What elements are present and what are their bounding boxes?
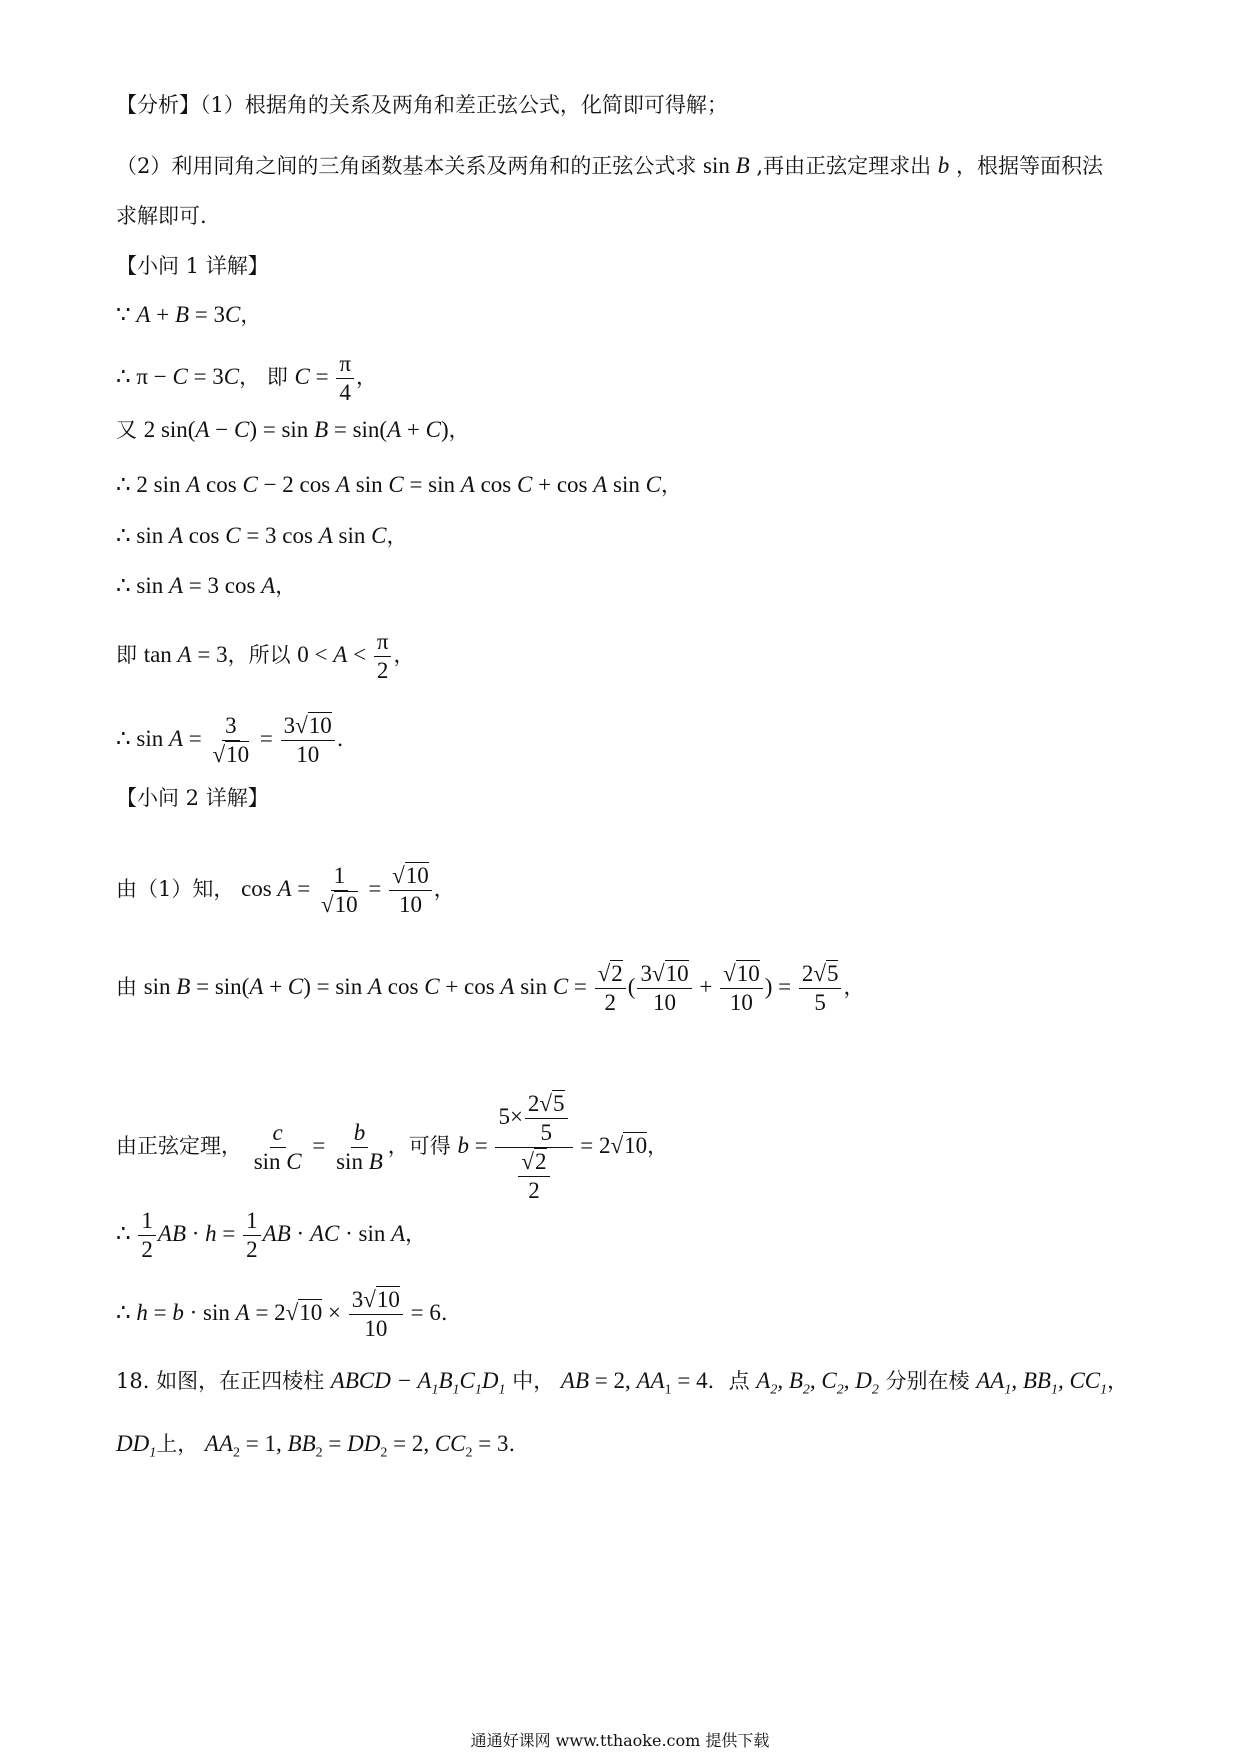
step-1: ∵ A + B = 3C， [116, 302, 262, 327]
q18-text-d: 分别在棱 [885, 1369, 970, 1393]
step-5: ∴ sin A cos C = 3 cos A sin C， [116, 523, 408, 548]
step-12: ∴ $\frac{1}{2}$ AB · h = $\frac{1}{2}$ AB · AC · sin A， [116, 1208, 427, 1262]
step-6: ∴ sin A = 3 cos A， [116, 573, 297, 598]
part2-heading: 【小问 2 详解】 [116, 786, 269, 810]
q18-text-a: 18. 如图，在正四棱柱 [116, 1369, 325, 1393]
step-3: 又 2 sin(A − C) = sin B = sin(A + C)， [116, 417, 470, 442]
analysis-line-2 [116, 153, 1103, 179]
analysis-line-1 [116, 92, 728, 118]
step-9: 由（1）知， cos A = $\frac{1}{√10}$ = $\frac{√10}{10}$ ， [116, 863, 455, 917]
fraction: $\frac{1}{2}$ [138, 1207, 156, 1264]
fraction: $\frac{3√10}{10}$ [281, 712, 335, 769]
text-kede: ，可得 [387, 1133, 451, 1158]
fraction: $\frac{2√5}{5}$ [799, 960, 842, 1017]
text-ji-2: 即 [116, 642, 137, 667]
text-you1zhi: 由（1）知， [116, 876, 235, 901]
text-ji: 即 [266, 364, 288, 389]
fraction: $\frac{3}{√10}$ [212, 713, 250, 767]
analysis-part-2c: ，根据等面积法 [955, 154, 1103, 178]
fraction: $\frac{√10}{10}$ [720, 960, 763, 1017]
step-7: 即 tan A = 3，所以 0 < A < $\frac{\pi}{2}$ ， [116, 629, 415, 683]
step-11: 由正弦定理， $\frac{c}{\text{sin C}}$ = $\frac{b}{\text{sin B}}$ ，可得 b = 5× $\frac{2√5}{5}$ $\frac{√2}{2}$ = 2√10， [116, 1091, 669, 1203]
step-4: ∴ 2 sin A cos C − 2 cos A sin C = sin A cos C + cos A sin C， [116, 472, 682, 497]
text-you: 又 [116, 418, 137, 442]
fraction: $\frac{\pi}{2}$ [374, 628, 392, 685]
page-footer: 通通好课网 www.tthaoke.com 提供下载 [470, 1731, 770, 1750]
fraction: $\frac{1}{√10}$ [321, 863, 358, 917]
fraction: $\frac{√10}{10}$ [389, 862, 432, 919]
step-8: ∴ sin A = $\frac{3}{√10}$ = $\frac{3√10}{10}$ . [116, 713, 344, 767]
formula: sin B [703, 153, 750, 178]
analysis-part-2a: （2）利用同角之间的三角函数基本关系及两角和的正弦公式求 [116, 154, 697, 178]
fraction: $\frac{√2}{2}$ [595, 960, 626, 1017]
fraction: $\frac{b}{\text{sin B}}$ [336, 1120, 383, 1174]
part1-heading: 【小问 1 详解】 [116, 254, 269, 278]
fraction: $\frac{c}{\text{sin C}}$ [253, 1120, 302, 1174]
step-13: ∴ h = b · sin A = 2√10 × $\frac{3√10}{10}$ = 6. [116, 1287, 448, 1341]
analysis-line-3: 求解即可. [116, 204, 207, 228]
q18-text-b: 中， [512, 1369, 555, 1393]
fraction: $\frac{3√10}{10}$ [349, 1286, 403, 1343]
step-2: ∴ π − C = 3C， 即 C = $\frac{\pi}{4}$ ， [116, 351, 377, 405]
complex-fraction: 5× $\frac{2√5}{5}$ $\frac{√2}{2}$ [495, 1090, 572, 1205]
fraction: $\frac{1}{2}$ [243, 1207, 261, 1264]
question-18-line-2: $DD_1$上， $AA_2 = 1$, $BB_2 = DD_2 = 2$, $CC_2 = 3$. [116, 1431, 516, 1461]
analysis-label: 【分析】 [116, 93, 200, 117]
analysis-part-1: （1）根据角的关系及两角和差正弦公式，化简即可得解； [200, 93, 728, 117]
fraction: $\frac{3√10}{10}$ [637, 960, 691, 1017]
analysis-part-2b: ,再由正弦定理求出 [756, 154, 932, 178]
q18-text-e: 上， [156, 1432, 199, 1456]
question-18-line-1: 18. 如图，在正四棱柱 ABCD − $A_1B_1C_1D_1$ 中， AB = 2, $AA_1 = 4$．点 $A_2$, $B_2$, $C_2$, $D_2$ 分别在棱 $AA_1$, $BB_1$, $CC_1$， [116, 1368, 1129, 1398]
text-you-3: 由 [116, 974, 137, 999]
q18-text-c: ．点 [707, 1369, 750, 1393]
fraction: $\frac{\pi}{4}$ [336, 350, 354, 407]
step-10: 由 sin B = sin(A + C) = sin A cos C + cos A sin C = $\frac{√2}{2}$ ( $\frac{3√10}{10}$ + $\frac{√10}{10}$ ) = $\frac{2√5}{5}$ ， [116, 961, 865, 1015]
formula: b [937, 153, 950, 178]
text-zhengxian: 由正弦定理， [116, 1133, 242, 1158]
text-suoyi: ，所以 [227, 642, 291, 667]
